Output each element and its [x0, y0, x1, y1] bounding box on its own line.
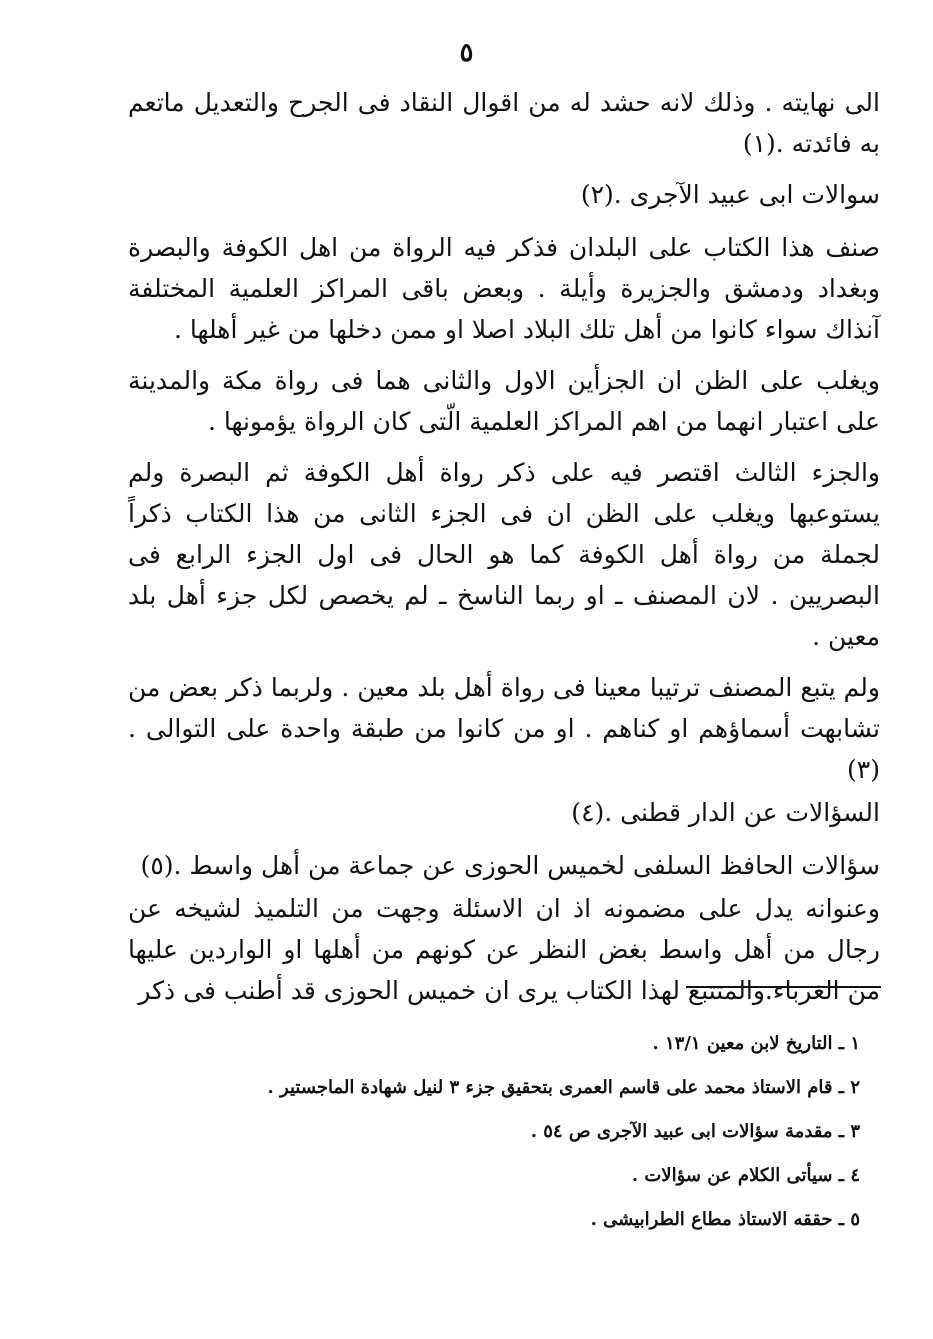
section-heading-silafi: سؤالات الحافظ السلفى لخميس الحوزى عن جماعة من أهل واسط .(٥): [140, 851, 880, 880]
footnote-1: ١ ـ التاريخ لابن معين ١٣/١ .: [652, 1033, 860, 1054]
main-text: [128, 82, 880, 1021]
paragraph-part-three: والجزء الثالث اقتصر فيه على ذكر رواة أهل الكوفة ثم البصرة ولم يستوعبها ويغلب على الظن ان فى الجزء الثانى من هذا الكتاب ذكراً لجملة من رواة أهل الكوفة كما هو الحال فى اول الجزء الرابع فى البصريين . لان المصنف ـ او ربما الناسخ ـ لم يخصص لكل جزء أهل بلد معين .: [128, 458, 880, 651]
footnotes: [200, 1022, 860, 1242]
page-number: ٥: [459, 38, 474, 68]
paragraph-silafi-description: وعنوانه يدل على مضمونه اذ ان الاسئلة وجهت من التلميذ لشيخه عن رجال من أهل واسط بغض النظر عن كونهم من أهلها او الواردين عليها من الغرباء.والمتتبع لهذا الكتاب يرى ان خميس الحوزى قد أطنب فى ذكر: [128, 894, 880, 1005]
section-heading-daraqutni: السؤالات عن الدار قطنى .(٤): [571, 798, 880, 827]
footnote-4: ٤ ـ سيأتى الكلام عن سؤالات .: [631, 1165, 860, 1186]
section-heading-ajurri: سوالات ابى عبيد الآجرى .(٢): [580, 180, 880, 209]
footnote-separator-line: [686, 986, 881, 988]
paragraph-parts-one-two: ويغلب على الظن ان الجزأين الاول والثانى هما فى رواة مكة والمدينة على اعتبار انهما من اهم المراكز العلمية الّتى كان الرواة يؤمونها .: [128, 366, 880, 436]
footnote-3: ٣ ـ مقدمة سؤالات ابى عبيد الآجرى ص ٥٤ .: [530, 1121, 860, 1142]
paragraph-ajurri-description: صنف هذا الكتاب على البلدان فذكر فيه الرواة من اهل الكوفة والبصرة وبغداد ودمشق والجزيرة وأيلة . وبعض باقى المراكز العلمية المختلفة آنذاك سواء كانوا من أهل تلك البلاد اصلا او ممن دخلها من غير أهلها .: [128, 233, 880, 344]
footnote-2: ٢ ـ قام الاستاذ محمد على قاسم العمرى بتحقيق جزء ٣ لنيل شهادة الماجستير .: [267, 1077, 860, 1098]
footnote-5: ٥ ـ حققه الاستاذ مطاع الطرابيشى .: [590, 1209, 860, 1230]
paragraph-ordering: ولم يتبع المصنف ترتيبا معينا فى رواة أهل بلد معين . ولربما ذكر بعض من تشابهت أسماؤهم او كناهم . او من كانوا من طبقة واحدة على التوالى .(٣): [128, 673, 880, 784]
paragraph-continuation: الى نهايته . وذلك لانه حشد له من اقوال النقاد فى الجرح والتعديل ماتعم به فائدته .(١): [128, 88, 880, 158]
